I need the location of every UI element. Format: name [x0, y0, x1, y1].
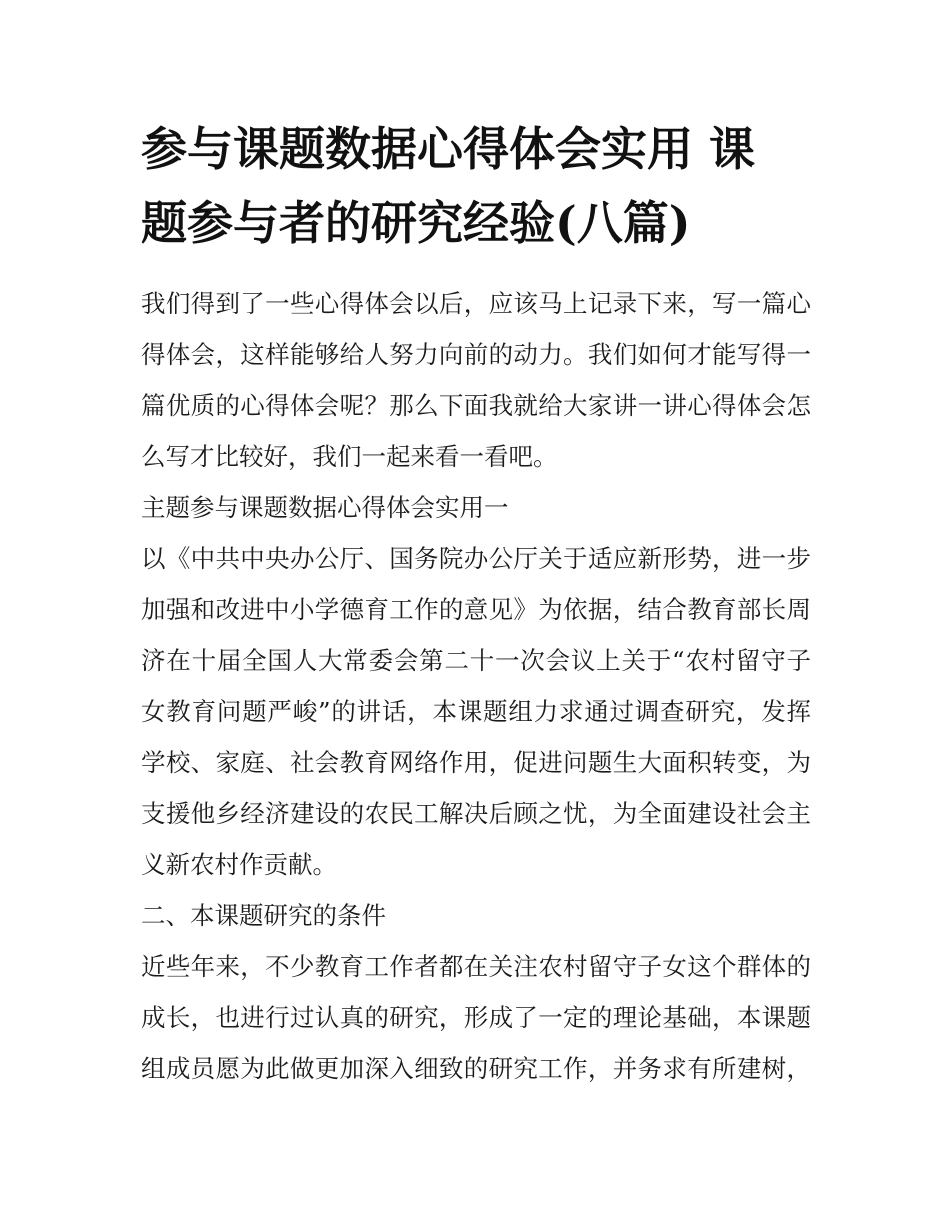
document-title — [141, 112, 811, 260]
document-content — [141, 112, 811, 1094]
text-line: 成长，也进行过认真的研究，形成了一定的理论基础，本课题 — [141, 1003, 811, 1032]
text-line: 女教育问题严峻”的讲话，本课题组力求通过调查研究，发挥 — [141, 697, 811, 726]
intro-paragraph — [141, 278, 811, 482]
section-heading-text: 主题参与课题数据心得体会实用一 — [141, 493, 509, 522]
body-paragraph — [141, 533, 811, 890]
document-body — [141, 278, 811, 1094]
text-line: 学校、家庭、社会教育网络作用，促进问题生大面积转变，为 — [141, 748, 811, 777]
text-line: 我们得到了一些心得体会以后，应该马上记录下来，写一篇心 — [141, 289, 811, 318]
title-line: 参与课题数据心得体会实用 课 — [141, 122, 756, 176]
text-line: 近些年来，不少教育工作者都在关注农村留守子女这个群体的 — [141, 952, 811, 981]
text-line: 济在十届全国人大常委会第二十一次会议上关于“农村留守子 — [141, 646, 811, 675]
body-paragraph — [141, 941, 811, 1094]
text-line: 义新农村作贡献。 — [141, 850, 337, 879]
text-line: 以《中共中央办公厅、国务院办公厅关于适应新形势，进一步 — [141, 544, 811, 573]
text-line: 篇优质的心得体会呢？那么下面我就给大家讲一讲心得体会怎 — [141, 391, 811, 420]
text-line: 么写才比较好，我们一起来看一看吧。 — [141, 442, 558, 471]
text-line: 支援他乡经济建设的农民工解决后顾之忧，为全面建设社会主 — [141, 799, 811, 828]
section-heading — [141, 890, 811, 941]
title-line: 题参与者的研究经验(八篇) — [141, 196, 691, 250]
section-heading-text: 二、本课题研究的条件 — [141, 901, 386, 930]
text-line: 得体会，这样能够给人努力向前的动力。我们如何才能写得一 — [141, 340, 811, 369]
text-line: 加强和改进中小学德育工作的意见》为依据，结合教育部长周 — [141, 595, 811, 624]
section-heading — [141, 482, 811, 533]
text-line: 组成员愿为此做更加深入细致的研究工作，并务求有所建树， — [141, 1054, 811, 1083]
